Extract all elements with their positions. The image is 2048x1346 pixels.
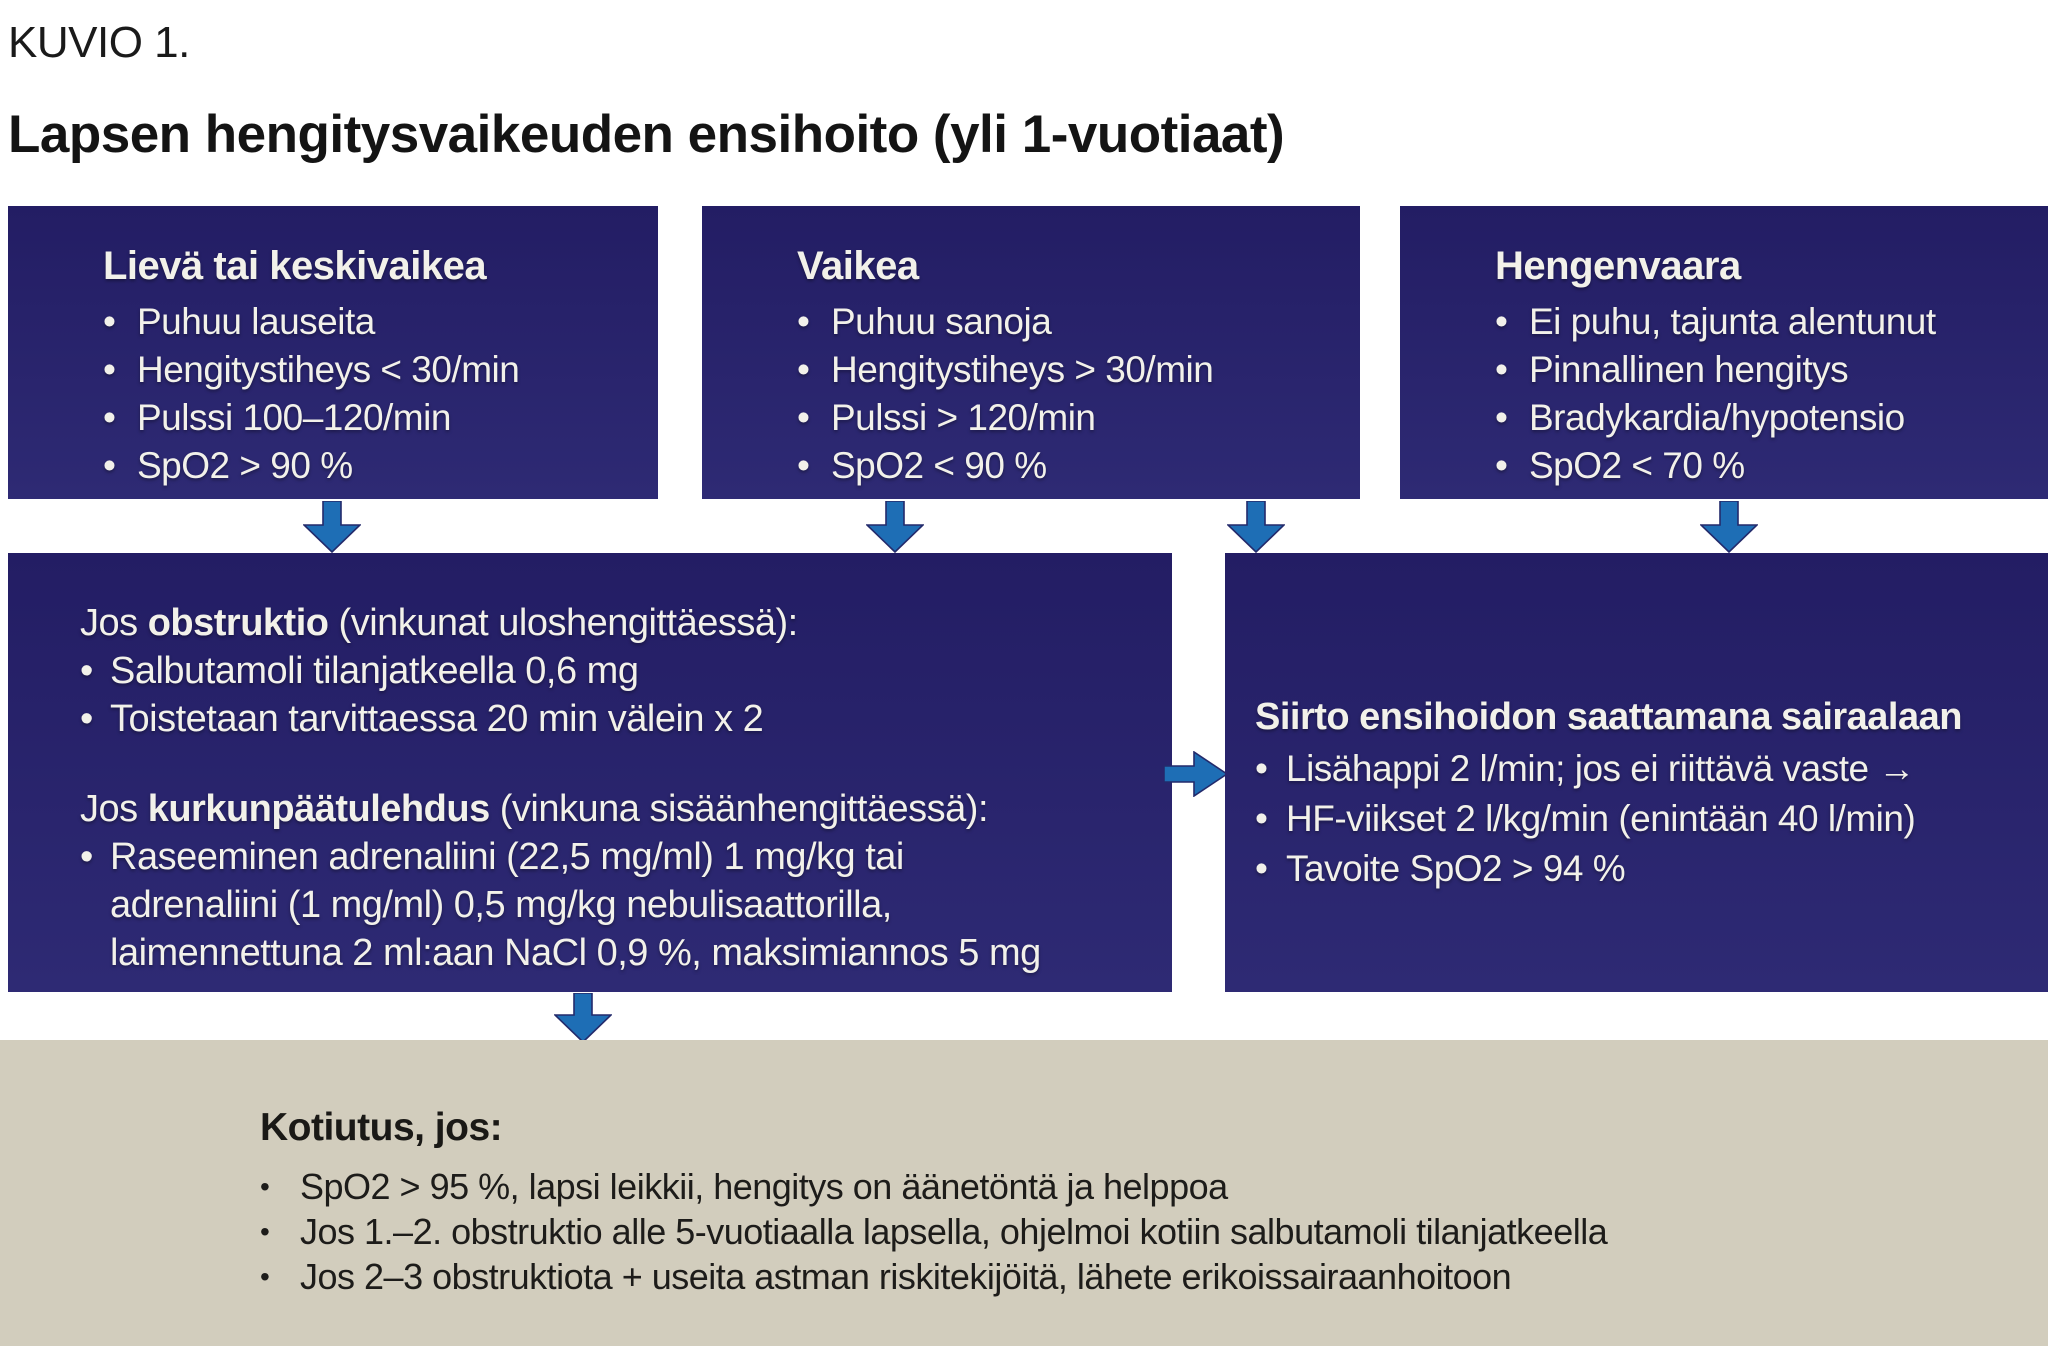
- list-item: [1255, 794, 2036, 844]
- severity-box-title: Vaikea: [797, 244, 919, 288]
- bullet-icon: •: [1255, 797, 1268, 839]
- list-item: [1495, 346, 2030, 394]
- list-item: [1255, 744, 2036, 794]
- list-item-text: Pulssi > 120/min: [831, 397, 1096, 438]
- bullet-icon: •: [1495, 445, 1508, 486]
- down-arrow-icon: [1700, 501, 1758, 553]
- list-item-text: Hengitystiheys > 30/min: [831, 349, 1214, 390]
- treatment-section-heading: [80, 785, 1152, 833]
- list-item-text: Hengitystiheys < 30/min: [137, 349, 520, 390]
- bullet-icon: •: [260, 1261, 270, 1292]
- list-item: [80, 647, 1152, 695]
- bullet-icon: •: [80, 650, 93, 692]
- list-item-line: adrenaliini (1 mg/ml) 0,5 mg/kg nebulisaattorilla,: [110, 884, 892, 926]
- down-arrow-icon: [866, 501, 924, 553]
- list-item: [797, 298, 1342, 346]
- list-item: [1255, 844, 2036, 894]
- list-item: [103, 298, 640, 346]
- list-item: [103, 346, 640, 394]
- list-item: [260, 1254, 2008, 1299]
- bullet-icon: •: [80, 698, 93, 740]
- list-item: [80, 833, 1152, 977]
- list-item-line: Raseeminen adrenaliini (22,5 mg/ml) 1 mg/kg tai: [110, 836, 904, 878]
- bullet-icon: •: [797, 349, 810, 390]
- list-item-text: Puhuu lauseita: [137, 301, 375, 342]
- list-item: [797, 442, 1342, 490]
- down-arrow-icon: [554, 993, 612, 1043]
- text-segment-bold: kurkunpäätulehdus: [147, 788, 490, 830]
- list-item-text: SpO2 < 70 %: [1529, 445, 1745, 486]
- bullet-icon: •: [797, 445, 810, 486]
- list-item: [260, 1164, 2008, 1209]
- list-item-text: Salbutamoli tilanjatkeella 0,6 mg: [110, 650, 639, 692]
- right-arrow-icon: [1164, 751, 1228, 797]
- bullet-icon: •: [1495, 397, 1508, 438]
- list-item-text: Ei puhu, tajunta alentunut: [1529, 301, 1936, 342]
- bullet-icon: •: [1255, 847, 1268, 889]
- discharge-box: [0, 1040, 2048, 1346]
- bullet-icon: •: [80, 836, 93, 878]
- bullet-icon: •: [103, 349, 116, 390]
- list-item: [103, 442, 640, 490]
- bullet-icon: •: [260, 1171, 270, 1202]
- list-item-text: Puhuu sanoja: [831, 301, 1052, 342]
- list-item: [797, 346, 1342, 394]
- treatment-box: [8, 553, 1172, 992]
- text-segment: Jos: [80, 602, 148, 644]
- list-item-text: Toistetaan tarvittaessa 20 min välein x 2: [110, 698, 764, 740]
- figure-label: KUVIO 1.: [8, 18, 190, 67]
- discharge-box-title: Kotiutus, jos:: [260, 1106, 503, 1149]
- list-item-text: SpO2 > 95 %, lapsi leikkii, hengitys on äänetöntä ja helppoa: [300, 1166, 1228, 1207]
- bullet-icon: •: [797, 397, 810, 438]
- bullet-icon: •: [1495, 301, 1508, 342]
- list-item: [797, 394, 1342, 442]
- bullet-icon: •: [1495, 349, 1508, 390]
- severity-box-severe: [702, 206, 1360, 499]
- list-item: [80, 695, 1152, 743]
- list-item-text: Jos 1.–2. obstruktio alle 5-vuotiaalla lapsella, ohjelmoi kotiin salbutamoli tilanjatkeella: [300, 1211, 1608, 1252]
- figure-title: Lapsen hengitysvaikeuden ensihoito (yli 1-vuotiaat): [8, 105, 1285, 164]
- bullet-icon: •: [260, 1216, 270, 1247]
- severity-box-title: Lievä tai keskivaikea: [103, 244, 487, 288]
- severity-box-life-threat: [1400, 206, 2048, 499]
- list-item-text: SpO2 > 90 %: [137, 445, 353, 486]
- list-item-text: Lisähappi 2 l/min; jos ei riittävä vaste →: [1286, 747, 1915, 789]
- list-item-text: [110, 833, 1041, 977]
- list-item-text: Pinnallinen hengitys: [1529, 349, 1849, 390]
- down-arrow-icon: [303, 501, 361, 553]
- list-item-line: laimennettuna 2 ml:aan NaCl 0,9 %, maksimiannos 5 mg: [110, 932, 1041, 974]
- bullet-icon: •: [1255, 747, 1268, 789]
- list-item: [1495, 298, 2030, 346]
- list-item: [103, 394, 640, 442]
- list-item-text: Bradykardia/hypotensio: [1529, 397, 1905, 438]
- bullet-icon: •: [797, 301, 810, 342]
- list-item-text: SpO2 < 90 %: [831, 445, 1047, 486]
- list-item: [1495, 442, 2030, 490]
- down-arrow-icon: [1227, 501, 1285, 553]
- severity-box-mild: [8, 206, 658, 499]
- list-item-text: Jos 2–3 obstruktiota + useita astman riskitekijöitä, lähete erikoissairaanhoitoon: [300, 1256, 1512, 1297]
- spacer: [80, 743, 1152, 785]
- text-segment: Jos: [80, 788, 148, 830]
- bullet-icon: •: [103, 397, 116, 438]
- text-segment: (vinkuna sisäänhengittäessä):: [489, 788, 988, 830]
- transfer-box: [1225, 553, 2048, 992]
- text-segment-bold: obstruktio: [147, 602, 329, 644]
- severity-box-title: Hengenvaara: [1495, 244, 1741, 288]
- bullet-icon: •: [103, 445, 116, 486]
- list-item-text: Tavoite SpO2 > 94 %: [1286, 847, 1626, 889]
- list-item: [1495, 394, 2030, 442]
- treatment-section-heading: [80, 599, 1152, 647]
- bullet-icon: •: [103, 301, 116, 342]
- transfer-box-title: Siirto ensihoidon saattamana sairaalaan: [1255, 695, 1962, 738]
- list-item-text: Pulssi 100–120/min: [137, 397, 451, 438]
- list-item-text: HF-viikset 2 l/kg/min (enintään 40 l/min): [1286, 797, 1916, 839]
- text-segment: (vinkunat uloshengittäessä):: [328, 602, 798, 644]
- list-item: [260, 1209, 2008, 1254]
